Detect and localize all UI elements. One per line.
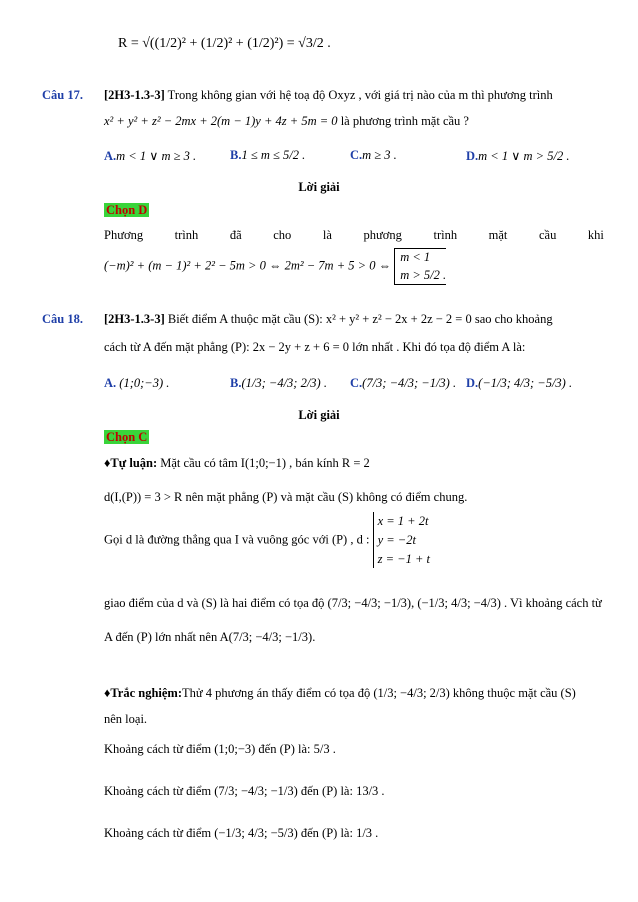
tu-luan-label: ♦Tự luận: [104,456,158,470]
line-d-system [373,512,430,568]
option-b-label: B. [230,148,242,162]
trac-nghiem-text: Thử 4 phương án thấy điểm có tọa độ (1/3; −4/3; 2/3) không thuộc mặt cầu (S) [182,686,576,700]
option-d-text: (−1/3; 4/3; −5/3) . [478,376,573,390]
option-c-text: m ≥ 3 . [362,148,397,162]
distance-check-1: Khoảng cách từ điểm (1;0;−3) đến (P) là: 5/3 . [104,742,336,756]
solution-cases [394,248,446,285]
option-a-label: A. [104,149,117,163]
question-17-number: Câu 17. [42,88,83,102]
chosen-answer: Chọn C [106,430,148,444]
question-17-tag: [2H3-1.3-3] [104,88,165,102]
distance-check-2: Khoảng cách từ điểm (7/3; −4/3; −1/3) đến (P) là: 13/3 . [104,784,385,798]
conclusion-statement: A đến (P) lớn nhất nên A(7/3; −4/3; −1/3). [104,630,316,644]
trac-nghiem-line [104,686,576,701]
option-b-label: B. [230,376,242,390]
word: đã [229,228,242,242]
question-18-text1: Biết điểm A thuộc mặt cầu (S): x² + y² + z² − 2x + 2z − 2 = 0 sao cho khoảng [167,312,553,326]
line-d-definition [104,512,430,568]
option-b-text: 1 ≤ m ≤ 5/2 . [241,148,306,162]
option-c-label: C. [350,376,363,390]
question-17-text1: Trong không gian với hệ toạ độ Oxyz , với giá trị nào của m thì phương trình [167,88,553,102]
question-17-option-a [104,148,196,164]
question-18-stem [104,312,553,327]
option-b-text: (1/3; −4/3; 2/3) . [241,376,327,390]
question-18-option-d [466,376,572,391]
word: phương [363,228,402,242]
tu-luan-line [104,456,370,471]
question-18-option-c [350,376,456,391]
case-2: m > 5/2 . [400,267,447,282]
question-17-answer-badge [104,203,149,218]
radius-formula: R = √((1/2)² + (1/2)² + (1/2)²) = √3/2 . [118,36,331,51]
question-17-option-c [350,148,397,163]
question-17-equation: x² + y² + z² − 2mx + 2(m − 1)y + 4z + 5m = 0 [104,114,338,128]
question-18-text2: cách từ A đến mặt phẳng (P): 2x − 2y + z + 6 = 0 lớn nhất . Khi đó tọa độ điểm A là: [104,340,526,354]
distance-statement: d(I,(P)) = 3 > R nên mặt phẳng (P) và mặt cầu (S) không có điểm chung. [104,490,468,504]
word: Phương [104,228,144,242]
trac-nghiem-label: ♦Trắc nghiệm: [104,686,183,700]
question-17-solution-equation [104,248,446,285]
question-17-solution-heading: Lời giải [298,180,340,194]
option-c-text: (7/3; −4/3; −1/3) . [362,376,457,390]
option-a-text: (1;0;−3) . [119,376,170,390]
word: cho [273,228,292,242]
question-18-option-b [230,376,327,391]
word: là [322,228,332,242]
word: trình [174,228,199,242]
question-18-solution-heading: Lời giải [298,408,340,422]
solution-equation: (−m)² + (m − 1)² + 2² − 5m > 0 ⇔ 2m² − 7m + 5 > 0 ⇔ [104,258,392,273]
option-d-label: D. [466,376,479,390]
tu-luan-text: Mặt cầu có tâm I(1;0;−1) , bán kính R = 2 [160,456,370,470]
question-17-equation-line [104,114,469,129]
word: mặt [488,228,508,242]
option-c-label: C. [350,148,363,162]
line-y: y = −2t [377,532,416,547]
option-a-label: A. [104,376,117,390]
question-17-option-b [230,148,305,163]
question-17-stem [104,88,604,103]
question-18-option-a [104,376,169,391]
question-18-answer-badge [104,430,149,445]
question-17-solution-words [104,228,604,243]
word: khi [587,228,604,242]
question-18-number: Câu 18. [42,312,83,326]
chosen-answer: Chọn D [106,203,148,217]
line-z: z = −1 + t [377,551,430,566]
word: cầu [538,228,557,242]
line-x: x = 1 + 2t [377,514,429,528]
question-17-option-d [466,148,569,164]
question-17-text2: là phương trình mặt cầu ? [340,114,469,128]
question-18-tag: [2H3-1.3-3] [104,312,165,326]
distance-check-3: Khoảng cách từ điểm (−1/3; 4/3; −5/3) đến (P) là: 1/3 . [104,826,379,840]
nen-loai: nên loại. [104,712,148,726]
case-1: m < 1 [400,250,431,264]
option-a-text: m < 1 ∨ m ≥ 3 . [116,149,197,163]
option-d-text: m < 1 ∨ m > 5/2 . [478,149,570,163]
word: trình [433,228,458,242]
goi-text: Gọi d là đường thẳng qua I và vuông góc với (P) , d : [104,532,370,547]
option-d-label: D. [466,149,479,163]
intersection-statement: giao điểm của d và (S) là hai điểm có tọa độ (7/3; −4/3; −1/3), (−1/3; 4/3; −4/3) . Vì khoảng cách từ [104,596,602,610]
